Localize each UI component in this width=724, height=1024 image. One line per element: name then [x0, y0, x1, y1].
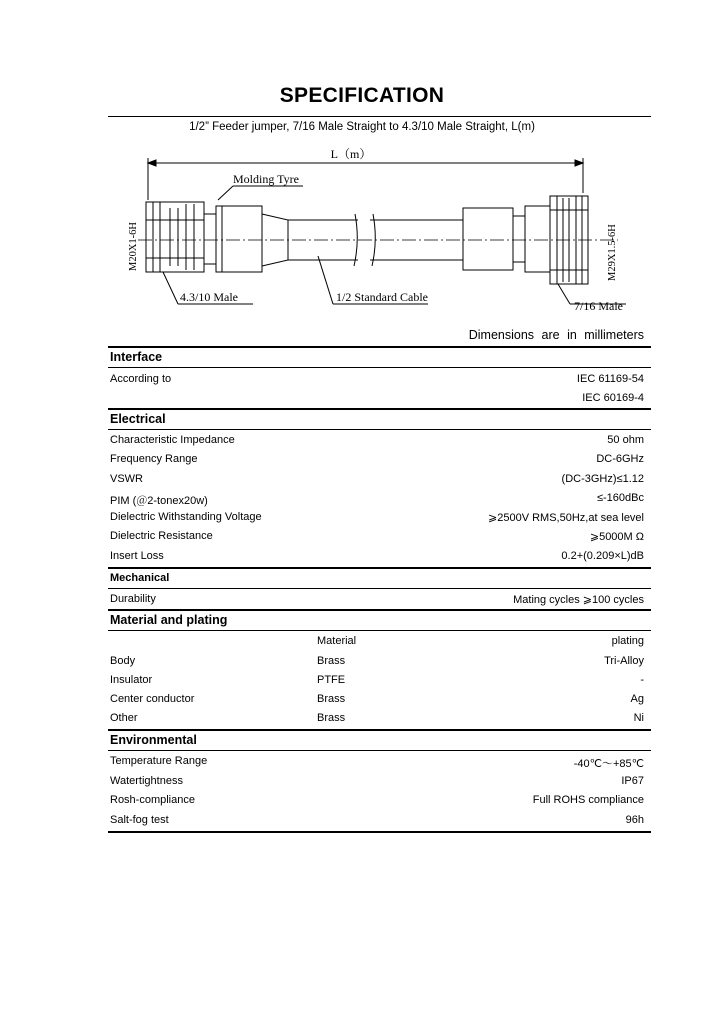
section-rule [108, 831, 651, 833]
environmental-row-label: Rosh-compliance [110, 794, 195, 806]
electrical-row-label: Characteristic Impedance [110, 434, 235, 446]
left-connector-label: 4.3/10 Male [180, 290, 238, 304]
molding-tyre [216, 206, 262, 272]
environmental-row-label: Salt-fog test [110, 814, 169, 826]
section-rule [108, 567, 651, 569]
section-rule [108, 408, 651, 410]
electrical-row-label: Dielectric Resistance [110, 530, 213, 542]
material-row-material: Brass [317, 712, 346, 724]
environmental-row-value: Full ROHS compliance [532, 794, 644, 806]
electrical-row-label: Frequency Range [110, 453, 198, 465]
length-label: L（m） [330, 147, 372, 161]
material-row-material: Brass [317, 693, 346, 705]
section-rule [108, 630, 651, 631]
electrical-row-label: Dielectric Withstanding Voltage [110, 511, 262, 523]
environmental-row-value: IP67 [621, 775, 644, 787]
material-row-label: Other [110, 712, 138, 724]
material-row-plating: Tri-Alloy [604, 655, 644, 667]
page-title: SPECIFICATION [279, 84, 445, 107]
section-rule [108, 346, 651, 348]
electrical-row-value: ⩾2500V RMS,50Hz,at sea level [488, 512, 644, 524]
right-boot [463, 208, 513, 270]
electrical-row-value: (DC-3GHz)≤1.12 [561, 473, 644, 485]
interface-heading: Interface [110, 350, 163, 364]
environmental-row-value: 96h [625, 814, 644, 826]
section-rule [108, 367, 651, 368]
electrical-row-label: PIM (＠2-tonex20w) [110, 495, 208, 507]
section-rule [108, 729, 651, 731]
environmental-row-label: Temperature Range [110, 755, 208, 767]
dimensions-note: Dimensions are in millimeters [468, 328, 644, 342]
electrical-row-label: Insert Loss [110, 550, 164, 562]
electrical-row-value: 50 ohm [607, 434, 644, 446]
durability-label: Durability [110, 593, 156, 605]
environmental-row-value: -40℃～+85℃ [573, 758, 644, 770]
plating-column-header: plating [611, 635, 644, 647]
material-row-plating: Ag [630, 693, 644, 705]
right-connector-label: 7/16 Male [574, 299, 623, 313]
electrical-row-value: ≤-160dBc [596, 492, 644, 504]
environmental-heading: Environmental [110, 733, 197, 747]
electrical-row-value: ⩾5000M Ω [589, 531, 644, 543]
material-column-header: Material [317, 635, 357, 647]
cable-assembly-drawing [108, 138, 651, 323]
section-rule [108, 609, 651, 611]
according-to-value-2: IEC 60169-4 [582, 392, 644, 404]
according-to-value-1: IEC 61169-54 [576, 373, 644, 385]
molding-tyre-label: Molding Tyre [233, 172, 299, 186]
section-rule [108, 429, 651, 430]
electrical-row-value: 0.2+(0.209×L)dB [561, 550, 644, 562]
left-thread-label: M20X1-6H [128, 222, 139, 271]
according-to-label: According to [110, 373, 172, 385]
title-rule [108, 116, 651, 117]
cable-label: 1/2 Standard Cable [336, 290, 428, 304]
left-connector-body [146, 202, 204, 272]
section-rule [108, 588, 651, 589]
durability-value: Mating cycles ⩾100 cycles [513, 594, 644, 606]
material-row-label: Insulator [110, 674, 153, 686]
material-row-plating: - [640, 674, 644, 686]
material-heading: Material and plating [110, 613, 228, 627]
material-row-material: Brass [317, 655, 346, 667]
electrical-heading: Electrical [110, 412, 166, 426]
mechanical-heading: Mechanical [110, 572, 170, 584]
electrical-row-label: VSWR [110, 473, 143, 485]
material-row-label: Center conductor [110, 693, 195, 705]
product-subtitle: 1/2” Feeder jumper, 7/16 Male Straight to 4.3/10 Male Straight, L(m) [189, 121, 535, 133]
environmental-row-label: Watertightness [110, 775, 183, 787]
material-row-label: Body [110, 655, 136, 667]
section-rule [108, 750, 651, 751]
material-row-material: PTFE [317, 674, 346, 686]
electrical-row-value: DC-6GHz [596, 453, 644, 465]
material-row-plating: Ni [633, 712, 644, 724]
right-thread-label: M29X1.5-6H [607, 224, 618, 281]
